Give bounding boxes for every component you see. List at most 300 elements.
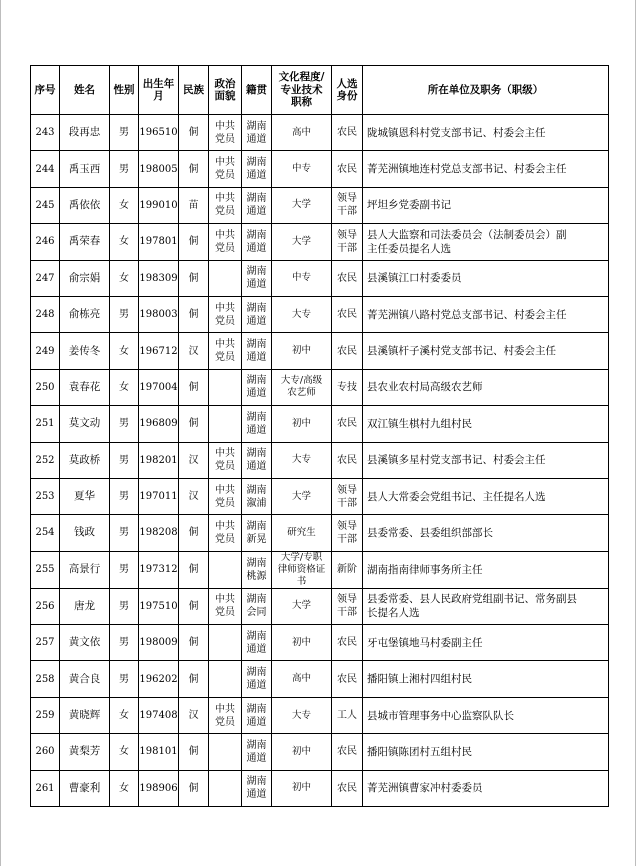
cell-education [272, 734, 332, 770]
cell-native-line: 通道 [246, 461, 267, 473]
cell-name: 高景行 [60, 551, 110, 588]
cell-ethnicity: 汉 [179, 333, 209, 369]
cell-position-line: 县人大监察和司法委员会（法制委员会）副 [367, 228, 567, 241]
cell-native-line: 湖南 [246, 557, 267, 569]
cell-identity-line: 农民 [337, 637, 357, 649]
header-gender: 性别 [110, 66, 139, 115]
table-row [31, 296, 609, 332]
cell-name: 段再忠 [60, 115, 110, 151]
cell-gender: 男 [110, 661, 139, 697]
cell-seq: 252 [31, 442, 60, 478]
header-seq: 序号 [31, 66, 60, 115]
cell-gender: 女 [110, 369, 139, 405]
cell-native [242, 333, 272, 369]
cell-position-line: 双江镇生棋村九组村民 [367, 417, 472, 430]
cell-native-line: 溆浦 [246, 497, 267, 509]
cell-political [209, 115, 242, 151]
cell-gender: 女 [110, 697, 139, 733]
cell-position-line: 坪坦乡党委副书记 [367, 199, 451, 212]
cell-position-line: 陇城镇恩科村党支部书记、村委会主任 [367, 126, 546, 139]
cell-political-line: 党员 [215, 133, 235, 145]
cell-birth: 198201 [139, 442, 179, 478]
cell-native-line: 通道 [246, 133, 267, 145]
cell-education [272, 697, 332, 733]
cell-native [242, 551, 272, 588]
cell-birth: 196202 [139, 661, 179, 697]
cell-ethnicity: 侗 [179, 296, 209, 332]
cell-name: 黄梨芳 [60, 734, 110, 770]
cell-political-line: 中共 [215, 339, 235, 351]
table-body [31, 115, 609, 807]
cell-position-line: 牙屯堡镇地马村委副主任 [367, 636, 483, 649]
cell-native [242, 406, 272, 442]
cell-gender: 男 [110, 115, 139, 151]
cell-name: 唐龙 [60, 588, 110, 624]
cell-education [272, 770, 332, 806]
cell-identity [332, 333, 363, 369]
cell-name: 俞栋亮 [60, 296, 110, 332]
cell-political [209, 260, 242, 296]
cell-birth: 197312 [139, 551, 179, 588]
cell-native [242, 151, 272, 187]
cell-education [272, 661, 332, 697]
cell-gender: 女 [110, 770, 139, 806]
cell-education-line: 高中 [291, 673, 311, 685]
cell-name: 黄晓辉 [60, 697, 110, 733]
cell-identity [332, 224, 363, 260]
cell-seq: 261 [31, 770, 60, 806]
cell-native-line: 新晃 [246, 533, 267, 545]
cell-seq: 253 [31, 478, 60, 514]
cell-identity-line: 农民 [337, 309, 357, 321]
cell-political [209, 406, 242, 442]
cell-identity-line: 农民 [337, 673, 357, 685]
cell-native [242, 115, 272, 151]
cell-identity-line: 干部 [337, 497, 357, 509]
cell-position-line: 播阳镇上湘村四组村民 [367, 673, 472, 686]
cell-political [209, 296, 242, 332]
cell-political [209, 151, 242, 187]
cell-native-line: 湖南 [246, 266, 267, 278]
cell-education-line: 研究生 [287, 526, 316, 538]
cell-education-line: 律师资格证 [277, 563, 326, 575]
cell-native-line: 通道 [246, 716, 267, 728]
cell-native-line: 会同 [246, 607, 267, 619]
cell-name: 莫文动 [60, 406, 110, 442]
table-header-row [31, 66, 609, 115]
table-row [31, 115, 609, 151]
cell-native [242, 734, 272, 770]
cell-seq: 247 [31, 260, 60, 296]
cell-identity-line: 干部 [337, 607, 357, 619]
cell-education-line: 大学 [291, 235, 311, 247]
cell-political-line: 党员 [215, 242, 235, 254]
cell-gender: 女 [110, 224, 139, 260]
cell-position [363, 588, 609, 624]
table-row [31, 369, 609, 405]
cell-education [272, 260, 332, 296]
table-row [31, 151, 609, 187]
cell-gender: 男 [110, 478, 139, 514]
cell-ethnicity: 侗 [179, 734, 209, 770]
cell-birth: 199010 [139, 187, 179, 223]
cell-native-line: 湖南 [246, 375, 267, 387]
cell-education-line: 大学 [291, 199, 311, 211]
cell-education [272, 115, 332, 151]
cell-political [209, 187, 242, 223]
cell-political-line: 党员 [215, 352, 235, 364]
cell-identity [332, 625, 363, 661]
cell-gender: 男 [110, 151, 139, 187]
cell-name: 禹依依 [60, 187, 110, 223]
cell-native-line: 湖南 [246, 339, 267, 351]
cell-identity [332, 588, 363, 624]
cell-birth: 198208 [139, 515, 179, 551]
cell-position [363, 260, 609, 296]
cell-gender: 男 [110, 551, 139, 588]
cell-political-line: 中共 [215, 120, 235, 132]
cell-political-line: 中共 [215, 229, 235, 241]
cell-seq: 243 [31, 115, 60, 151]
cell-native [242, 588, 272, 624]
cell-identity-line: 领导 [337, 594, 357, 606]
cell-political-line: 党员 [215, 206, 235, 218]
cell-native-line: 通道 [246, 680, 267, 692]
cell-identity [332, 478, 363, 514]
header-ethnicity: 民族 [179, 66, 209, 115]
cell-native-line: 湖南 [246, 193, 267, 205]
cell-political-line: 中共 [215, 193, 235, 205]
cell-identity [332, 151, 363, 187]
cell-political [209, 224, 242, 260]
cell-education-line: 大学/专职 [280, 551, 323, 563]
table-row [31, 515, 609, 551]
cell-position [363, 333, 609, 369]
cell-name: 禹玉西 [60, 151, 110, 187]
cell-education [272, 551, 332, 588]
cell-birth: 198009 [139, 625, 179, 661]
header-birth-line: 月 [153, 90, 164, 102]
cell-identity [332, 770, 363, 806]
cell-name: 黄文依 [60, 625, 110, 661]
cell-identity-line: 新阶 [337, 564, 357, 576]
cell-position-line: 县委常委、县委组织部部长 [367, 526, 493, 539]
cell-seq: 255 [31, 551, 60, 588]
cell-education [272, 151, 332, 187]
cell-education-line: 农艺师 [287, 387, 316, 399]
cell-gender: 男 [110, 515, 139, 551]
cell-political-line: 党员 [215, 716, 235, 728]
cell-native-line: 湖南 [246, 776, 267, 788]
cell-gender: 男 [110, 406, 139, 442]
table-row [31, 551, 609, 588]
cell-ethnicity: 侗 [179, 369, 209, 405]
cell-ethnicity: 汉 [179, 697, 209, 733]
table-row [31, 588, 609, 624]
table-row [31, 661, 609, 697]
cell-native [242, 625, 272, 661]
cell-ethnicity: 侗 [179, 551, 209, 588]
cell-position-line: 县城市管理事务中心监察队队长 [367, 709, 514, 722]
header-education [272, 66, 332, 115]
cell-education-line: 大专 [291, 709, 311, 721]
header-education-line: 文化程度/ [278, 71, 325, 84]
header-political-line: 面貌 [214, 90, 236, 102]
cell-name: 钱政 [60, 515, 110, 551]
cell-name: 夏华 [60, 478, 110, 514]
cell-political [209, 770, 242, 806]
cell-education [272, 296, 332, 332]
cell-native [242, 187, 272, 223]
cell-political-line: 党员 [215, 497, 235, 509]
table-row [31, 187, 609, 223]
cell-native-line: 湖南 [246, 594, 267, 606]
cell-seq: 259 [31, 697, 60, 733]
cell-birth: 196712 [139, 333, 179, 369]
cell-identity [332, 734, 363, 770]
table-row [31, 734, 609, 770]
cell-native-line: 通道 [246, 752, 267, 764]
cell-native [242, 661, 272, 697]
cell-birth: 197510 [139, 588, 179, 624]
cell-identity [332, 442, 363, 478]
cell-education [272, 625, 332, 661]
cell-position-line: 湖南指南律师事务所主任 [367, 563, 483, 576]
cell-education [272, 515, 332, 551]
cell-seq: 251 [31, 406, 60, 442]
cell-gender: 男 [110, 625, 139, 661]
cell-identity-line: 农民 [337, 272, 357, 284]
cell-native [242, 296, 272, 332]
cell-education-line: 初中 [291, 782, 311, 794]
cell-identity-line: 农民 [337, 345, 357, 357]
cell-birth: 198906 [139, 770, 179, 806]
cell-seq: 244 [31, 151, 60, 187]
header-position: 所在单位及职务（职级） [363, 66, 609, 115]
cell-native [242, 224, 272, 260]
cell-identity [332, 187, 363, 223]
cell-ethnicity: 侗 [179, 661, 209, 697]
cell-name: 曹豪利 [60, 770, 110, 806]
cell-identity [332, 260, 363, 296]
cell-education-line: 大专/高级 [280, 375, 323, 387]
cell-position [363, 770, 609, 806]
cell-identity-line: 农民 [337, 163, 357, 175]
cell-seq: 246 [31, 224, 60, 260]
cell-ethnicity: 侗 [179, 588, 209, 624]
cell-seq: 257 [31, 625, 60, 661]
cell-birth: 198003 [139, 296, 179, 332]
cell-gender: 男 [110, 442, 139, 478]
cell-native-line: 通道 [246, 352, 267, 364]
cell-name: 姜传冬 [60, 333, 110, 369]
cell-education-line: 大学 [291, 490, 311, 502]
cell-native-line: 湖南 [246, 484, 267, 496]
cell-identity [332, 697, 363, 733]
cell-education [272, 224, 332, 260]
cell-seq: 248 [31, 296, 60, 332]
cell-ethnicity: 侗 [179, 770, 209, 806]
cell-position [363, 551, 609, 588]
cell-education-line: 大专 [291, 454, 311, 466]
cell-identity-line: 领导 [337, 520, 357, 532]
header-identity [332, 66, 363, 115]
cell-name: 袁春花 [60, 369, 110, 405]
cell-identity [332, 115, 363, 151]
cell-political [209, 442, 242, 478]
candidate-table [30, 65, 609, 807]
table-row [31, 224, 609, 260]
cell-position-line: 县溪镇杆子溪村党支部书记、村委会主任 [367, 345, 556, 358]
cell-political-line: 中共 [215, 520, 235, 532]
cell-political-line: 中共 [215, 484, 235, 496]
cell-native [242, 515, 272, 551]
cell-birth: 197004 [139, 369, 179, 405]
cell-position-line: 县农业农村局高级农艺师 [367, 381, 483, 394]
header-identity-line: 身份 [336, 90, 358, 102]
cell-political [209, 588, 242, 624]
cell-political-line: 中共 [215, 594, 235, 606]
table-row [31, 406, 609, 442]
cell-education [272, 406, 332, 442]
header-political [209, 66, 242, 115]
cell-political [209, 661, 242, 697]
cell-political-line: 中共 [215, 703, 235, 715]
cell-political-line: 党员 [215, 315, 235, 327]
cell-gender: 女 [110, 734, 139, 770]
cell-name: 黄合良 [60, 661, 110, 697]
cell-position [363, 442, 609, 478]
cell-native [242, 478, 272, 514]
cell-identity [332, 515, 363, 551]
cell-political [209, 551, 242, 588]
cell-seq: 245 [31, 187, 60, 223]
cell-seq: 260 [31, 734, 60, 770]
cell-ethnicity: 侗 [179, 260, 209, 296]
cell-identity-line: 农民 [337, 782, 357, 794]
cell-education [272, 588, 332, 624]
header-birth-line: 出生年 [142, 77, 175, 90]
cell-identity [332, 661, 363, 697]
cell-position-line: 县人大常委会党组书记、主任提名人选 [367, 490, 546, 503]
cell-seq: 254 [31, 515, 60, 551]
cell-ethnicity: 侗 [179, 406, 209, 442]
cell-seq: 249 [31, 333, 60, 369]
cell-native-line: 通道 [246, 279, 267, 291]
cell-position [363, 296, 609, 332]
cell-education-line: 初中 [291, 417, 311, 429]
cell-native-line: 湖南 [246, 739, 267, 751]
cell-education-line: 中专 [291, 272, 311, 284]
cell-identity-line: 干部 [337, 206, 357, 218]
cell-native-line: 通道 [246, 388, 267, 400]
cell-political-line: 中共 [215, 302, 235, 314]
cell-ethnicity: 汉 [179, 442, 209, 478]
cell-position-line: 县溪镇江口村委委员 [367, 272, 462, 285]
cell-political [209, 478, 242, 514]
cell-education-line: 大学 [291, 600, 311, 612]
cell-identity-line: 领导 [337, 229, 357, 241]
cell-birth: 198309 [139, 260, 179, 296]
cell-native [242, 260, 272, 296]
cell-position [363, 515, 609, 551]
cell-position [363, 625, 609, 661]
cell-position [363, 406, 609, 442]
cell-ethnicity: 侗 [179, 224, 209, 260]
cell-gender: 男 [110, 588, 139, 624]
cell-position [363, 661, 609, 697]
cell-political [209, 734, 242, 770]
cell-native [242, 442, 272, 478]
cell-birth: 197011 [139, 478, 179, 514]
cell-position-line: 主任委员提名人选 [367, 242, 451, 255]
cell-political [209, 625, 242, 661]
cell-identity [332, 296, 363, 332]
cell-political-line: 中共 [215, 448, 235, 460]
header-education-line: 职称 [291, 96, 312, 109]
cell-position-line: 长提名人选 [367, 607, 420, 620]
cell-position [363, 187, 609, 223]
cell-position [363, 369, 609, 405]
cell-position-line: 菁芜洲镇地连村党总支部书记、村委会主任 [367, 163, 567, 176]
header-name: 姓名 [60, 66, 110, 115]
cell-identity-line: 领导 [337, 484, 357, 496]
cell-seq: 250 [31, 369, 60, 405]
cell-native-line: 桃源 [246, 570, 267, 582]
header-political-line: 政治 [214, 77, 236, 90]
cell-education [272, 187, 332, 223]
cell-ethnicity: 侗 [179, 515, 209, 551]
cell-identity-line: 专技 [337, 381, 357, 393]
cell-ethnicity: 侗 [179, 151, 209, 187]
cell-education-line: 书 [296, 575, 307, 587]
header-identity-line: 人选 [336, 77, 358, 90]
cell-education-line: 高中 [291, 126, 311, 138]
cell-position [363, 734, 609, 770]
header-birth [139, 66, 179, 115]
cell-position-line: 菁芜洲镇曹家冲村委委员 [367, 782, 483, 795]
cell-ethnicity: 侗 [179, 625, 209, 661]
cell-education-line: 中专 [291, 163, 311, 175]
cell-position [363, 697, 609, 733]
cell-political [209, 515, 242, 551]
cell-position-line: 县委常委、县人民政府党组副书记、常务副县 [367, 593, 577, 606]
cell-gender: 女 [110, 187, 139, 223]
cell-birth: 198005 [139, 151, 179, 187]
cell-birth: 198101 [139, 734, 179, 770]
cell-gender: 女 [110, 260, 139, 296]
cell-political [209, 369, 242, 405]
cell-political [209, 697, 242, 733]
cell-seq: 256 [31, 588, 60, 624]
table-row [31, 478, 609, 514]
cell-education-line: 初中 [291, 345, 311, 357]
cell-native [242, 369, 272, 405]
cell-ethnicity: 侗 [179, 115, 209, 151]
cell-native-line: 通道 [246, 643, 267, 655]
cell-native-line: 通道 [246, 242, 267, 254]
cell-identity-line: 农民 [337, 418, 357, 430]
cell-education-line: 初中 [291, 745, 311, 757]
cell-native-line: 通道 [246, 315, 267, 327]
cell-identity-line: 干部 [337, 242, 357, 254]
cell-education [272, 333, 332, 369]
cell-education [272, 369, 332, 405]
cell-identity-line: 工人 [337, 710, 357, 722]
cell-identity [332, 406, 363, 442]
cell-birth: 196809 [139, 406, 179, 442]
cell-identity [332, 551, 363, 588]
